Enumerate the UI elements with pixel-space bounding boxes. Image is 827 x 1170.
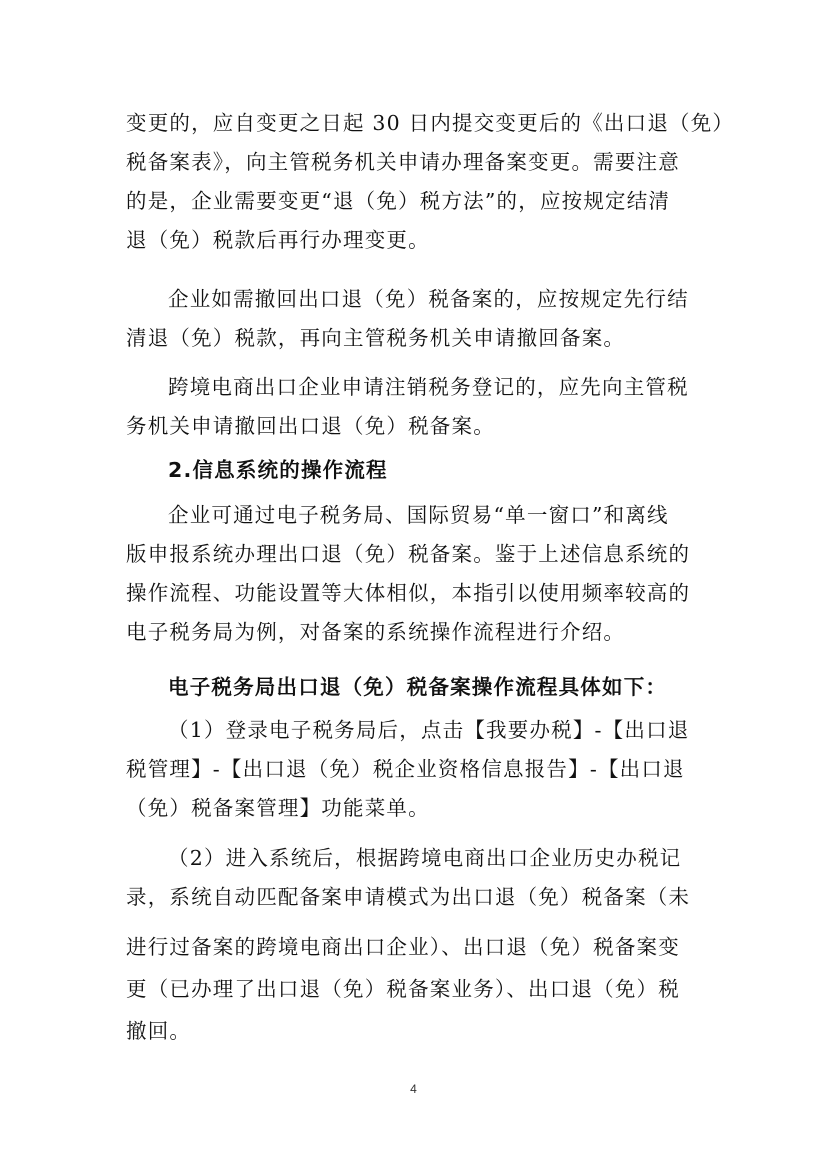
paragraph-line: 税备案表》，向主管税务机关申请办理备案变更。需要注意 [126,150,680,174]
paragraph-line: 退（免）税款后再行办理变更。 [126,228,430,252]
paragraph-line: 企业可通过电子税务局、国际贸易“单一窗口”和离线 [168,503,669,527]
paragraph-line: 税管理】-【出口退（免）税企业资格信息报告】-【出口退 [126,757,685,781]
paragraph-line: 撤回。 [126,1019,192,1043]
page-number: 4 [410,1082,417,1096]
paragraph-line: 录，系统自动匹配备案申请模式为出口退（免）税备案（未 [126,885,691,909]
subsection-heading: 电子税务局出口退（免）税备案操作流程具体如下： [168,675,668,699]
paragraph-line: 进行过备案的跨境电商出口企业）、出口退（免）税备案变 [126,935,680,959]
paragraph-line: 版申报系统办理出口退（免）税备案。鉴于上述信息系统的 [126,542,691,566]
paragraph-line: 务机关申请撤回出口退（免）税备案。 [126,414,495,438]
paragraph-line: 更（已办理了出口退（免）税备案业务）、出口退（免）税 [126,977,680,1001]
paragraph-line: 跨境电商出口企业申请注销税务登记的，应先向主管税 [168,375,689,399]
paragraph-line: 变更的，应自变更之日起 30 日内提交变更后的《出口退（免） [126,111,735,135]
paragraph-line: （1）登录电子税务局后，点击【我要办税】-【出口退 [168,718,690,742]
paragraph-line: 的是，企业需要变更“退（免）税方法”的，应按规定结清 [126,189,671,213]
paragraph-line: 操作流程、功能设置等大体相似，本指引以使用频率较高的 [126,581,691,605]
paragraph-line: 电子税务局为例，对备案的系统操作流程进行介绍。 [126,620,626,644]
paragraph-line: 清退（免）税款，再向主管税务机关申请撤回备案。 [126,326,626,350]
paragraph-line: （免）税备案管理】功能菜单。 [126,796,430,820]
section-heading: 2.信息系统的操作流程 [168,458,388,482]
paragraph-line: 企业如需撤回出口退（免）税备案的，应按规定先行结 [168,287,689,311]
paragraph-line: （2）进入系统后，根据跨境电商出口企业历史办税记 [168,846,682,870]
